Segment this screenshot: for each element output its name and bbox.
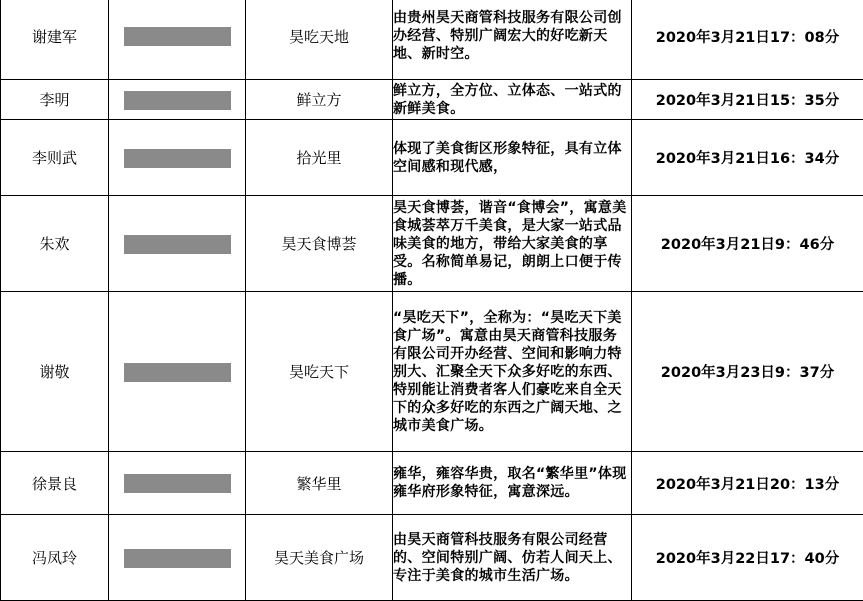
redaction-bar — [124, 27, 231, 46]
submission-time: 2020年3月21日17：08分 — [632, 0, 863, 80]
redaction-bar — [124, 235, 231, 254]
submitter-name: 朱欢 — [1, 196, 109, 292]
redacted-cell — [109, 515, 246, 601]
table-row — [1, 196, 863, 292]
submitter-name: 李则武 — [1, 120, 109, 196]
proposed-name: 昊天美食广场 — [246, 515, 393, 601]
submission-time: 2020年3月21日15：35分 — [632, 80, 863, 120]
submission-time: 2020年3月21日16：34分 — [632, 120, 863, 196]
redaction-bar — [124, 149, 231, 168]
redaction-bar — [124, 91, 231, 110]
submitter-name: 谢建军 — [1, 0, 109, 80]
submitter-name: 李明 — [1, 80, 109, 120]
table-row — [1, 515, 863, 601]
redacted-cell — [109, 452, 246, 515]
redacted-cell — [109, 0, 246, 80]
name-description: 雍华，雍容华贵，取名“繁华里”体现雍华府形象特征，寓意深远。 — [393, 452, 632, 515]
redacted-cell — [109, 196, 246, 292]
name-description: 体现了美食街区形象特征，具有立体空间感和现代感， — [393, 120, 632, 196]
submitter-name: 冯凤玲 — [1, 515, 109, 601]
redacted-cell — [109, 120, 246, 196]
redacted-cell — [109, 292, 246, 452]
redaction-bar — [124, 549, 231, 568]
name-description: 昊天食博荟，谐音“食博会”，寓意美食城荟萃万千美食，是大家一站式品味美食的地方，带给大家美食的享受。名称简单易记，朗朗上口便于传播。 — [393, 196, 632, 292]
table-row — [1, 0, 863, 80]
proposed-name: 鲜立方 — [246, 80, 393, 120]
redacted-cell — [109, 80, 246, 120]
submitter-name: 徐景良 — [1, 452, 109, 515]
table-row — [1, 80, 863, 120]
submission-time: 2020年3月22日17：40分 — [632, 515, 863, 601]
proposed-name: 拾光里 — [246, 120, 393, 196]
proposed-name: 昊天食博荟 — [246, 196, 393, 292]
proposed-name: 繁华里 — [246, 452, 393, 515]
table-row — [1, 292, 863, 452]
table-row — [1, 452, 863, 515]
name-description: “昊吃天下”，全称为：“昊吃天下美食广场”。寓意由昊天商管科技服务有限公司开办经营、空间和影响力特别大、汇聚全天下众多好吃的东西、特别能让消费者客人们豪吃来自全天下的众多好吃的东西之广阔天地、之城市美食广场。 — [393, 292, 632, 452]
name-description: 由贵州昊天商管科技服务有限公司创办经营、特别广阔宏大的好吃新天地、新时空。 — [393, 0, 632, 80]
name-description: 鲜立方，全方位、立体态、一站式的新鲜美食。 — [393, 80, 632, 120]
proposed-name: 昊吃天下 — [246, 292, 393, 452]
submission-time: 2020年3月21日9：46分 — [632, 196, 863, 292]
submission-time: 2020年3月23日9：37分 — [632, 292, 863, 452]
submitter-name: 谢敬 — [1, 292, 109, 452]
redaction-bar — [124, 363, 231, 382]
table-row — [1, 120, 863, 196]
name-description: 由昊天商管科技服务有限公司经营的、空间特别广阔、仿若人间天上、专注于美食的城市生活广场。 — [393, 515, 632, 601]
redaction-bar — [124, 474, 231, 493]
proposed-name: 昊吃天地 — [246, 0, 393, 80]
submission-time: 2020年3月21日20：13分 — [632, 452, 863, 515]
